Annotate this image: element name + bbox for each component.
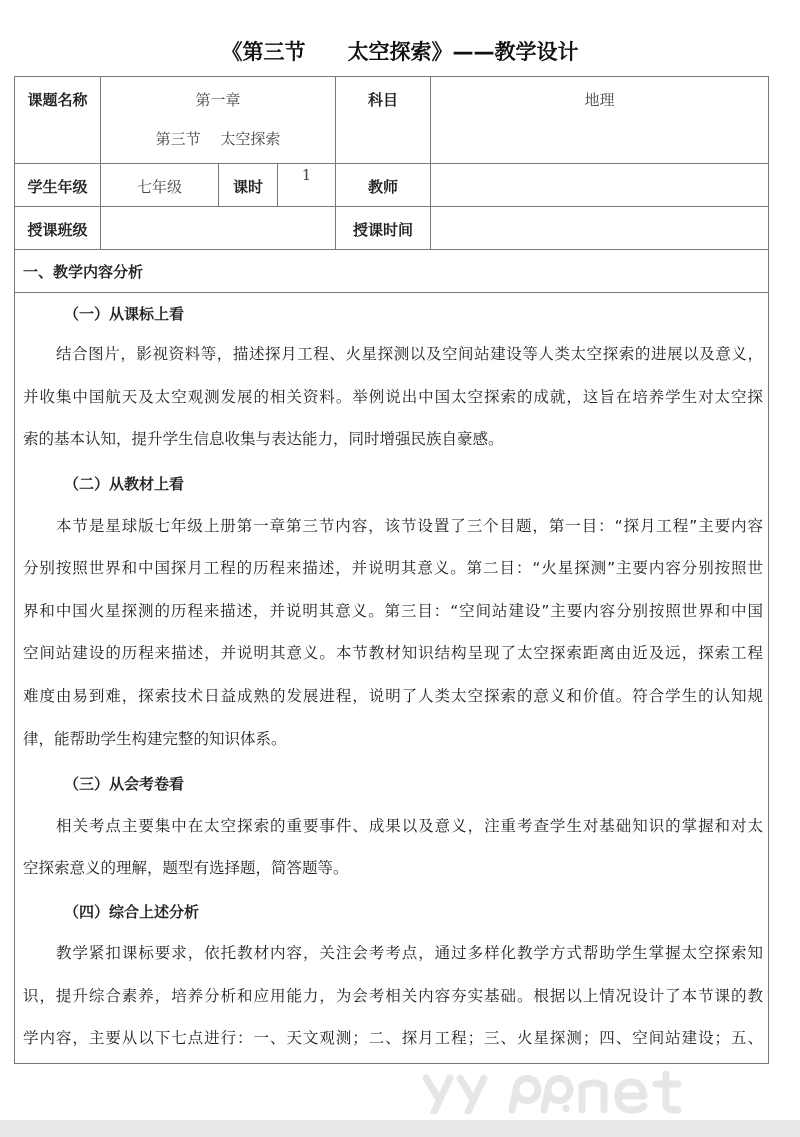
- subsection-heading: （四）综合上述分析: [64, 903, 200, 921]
- topic-label: 课题名称: [15, 77, 101, 164]
- subject-label: 科目: [336, 77, 431, 164]
- time-label: 授课时间: [336, 207, 431, 250]
- teacher-label: 教师: [336, 164, 431, 207]
- teacher-value: [431, 164, 769, 207]
- paragraph-line: 索的基本认知，提升学生信息收集与表达能力，同时增强民族自豪感。: [23, 430, 504, 448]
- topic-line2: 第三节 太空探索: [155, 130, 281, 148]
- subsection-heading: （二）从教材上看: [64, 475, 185, 493]
- paragraph-line: 并收集中国航天及太空观测发展的相关资料。举例说出中国太空探索的成就，这旨在培养学生对太空探: [23, 388, 763, 406]
- paragraph-line: 分别按照世界和中国探月工程的历程来描述，并说明其意义。第二目：“火星探测”主要内容分别按照世: [23, 559, 763, 577]
- paragraph-line: 学内容，主要从以下七点进行：一、天文观测；二、探月工程；三、火星探测；四、空间站建设；五、: [23, 1029, 763, 1047]
- subsection-heading: （一）从课标上看: [64, 305, 185, 323]
- watermark-logo: [420, 1068, 720, 1114]
- section-heading: 一、教学内容分析: [15, 250, 769, 293]
- paragraph-line: 难度由易到难，探索技术日益成熟的发展进程，说明了人类太空探索的意义和价值。符合学生的认知规: [23, 687, 763, 705]
- paragraph-line: 本节是星球版七年级上册第一章第三节内容，该节设置了三个目题，第一目：“探月工程”主要内容: [56, 517, 763, 535]
- paragraph-line: 识，提升综合素养，培养分析和应用能力，为会考相关内容夯实基础。根据以上情况设计了本节课的教: [23, 987, 763, 1005]
- topic-value: [101, 77, 336, 164]
- paragraph-line: 相关考点主要集中在太空探索的重要事件、成果以及意义，注重考查学生对基础知识的掌握和对太: [56, 817, 763, 835]
- section-content: [15, 293, 768, 1063]
- grade-value: 七年级: [101, 164, 219, 207]
- paragraph-line: 律，能帮助学生构建完整的知识体系。: [23, 730, 287, 748]
- page-bottom-strip: [0, 1120, 800, 1137]
- topic-line1: 第一章: [195, 91, 241, 109]
- paragraph-line: 空间站建设的历程来描述，并说明其意义。本节教材知识结构呈现了太空探索距离由近及远，探索工程: [23, 644, 763, 662]
- class-value: [101, 207, 336, 250]
- time-value: [431, 207, 769, 250]
- hours-value: 1: [278, 164, 336, 207]
- paragraph-line: 结合图片，影视资料等，描述探月工程、火星探测以及空间站建设等人类太空探索的进展以及意义，: [56, 345, 763, 363]
- lesson-info-table: [14, 76, 769, 1064]
- grade-label: 学生年级: [15, 164, 101, 207]
- subsection-heading: （三）从会考卷看: [64, 775, 185, 793]
- paragraph-line: 教学紧扣课标要求，依托教材内容，关注会考考点，通过多样化教学方式帮助学生掌握太空探索知: [56, 944, 763, 962]
- paragraph-line: 空探索意义的理解，题型有选择题，简答题等。: [23, 859, 349, 877]
- class-label: 授课班级: [15, 207, 101, 250]
- hours-label: 课时: [219, 164, 278, 207]
- page-title: 《第三节 太空探索》——教学设计: [221, 40, 579, 64]
- subject-value: 地理: [431, 77, 769, 164]
- paragraph-line: 界和中国火星探测的历程来描述，并说明其意义。第三目：“空间站建设”主要内容分别按照世界和中国: [23, 602, 763, 620]
